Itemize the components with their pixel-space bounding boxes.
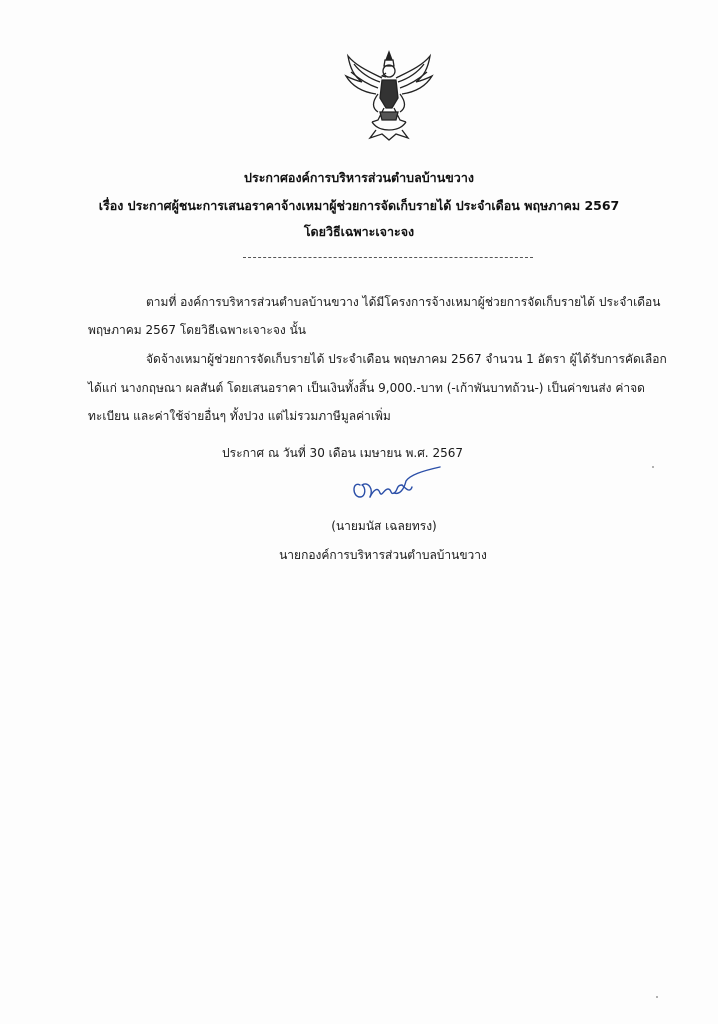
signer-title: นายกองค์การบริหารส่วนตำบลบ้านขวาง <box>279 548 487 562</box>
garuda-emblem-icon <box>342 50 436 142</box>
heading-line-1: ประกาศองค์การบริหารส่วนตำบลบ้านขวาง <box>244 170 474 185</box>
paragraph-2-line-2: ได้แก่ นางกฤษณา ผลสันต์ โดยเสนอราคา เป็นเงินทั้งสิ้น 9,000.-บาท (-เก้าพันบาทถ้วน-) เป็นค่าขนส่ง ค่าจด <box>88 381 645 395</box>
announcement-date: ประกาศ ณ วันที่ 30 เดือน เมษายน พ.ศ. 2567 <box>222 446 463 460</box>
paragraph-1-line-1: ตามที่ องค์การบริหารส่วนตำบลบ้านขวาง ได้มีโครงการจ้างเหมาผู้ช่วยการจัดเก็บรายได้ ประจำเดือน <box>146 295 661 309</box>
scan-speck <box>656 996 658 998</box>
signer-name: (นายมนัส เฉลยทรง) <box>331 519 437 533</box>
paragraph-1-line-2: พฤษภาคม 2567 โดยวิธีเฉพาะเจาะจง นั้น <box>88 323 306 337</box>
heading-line-2: เรื่อง ประกาศผู้ชนะการเสนอราคาจ้างเหมาผู้ช่วยการจัดเก็บรายได้ ประจำเดือน พฤษภาคม 2567 <box>98 198 620 213</box>
dashed-divider <box>243 257 533 258</box>
scan-speck <box>652 466 654 468</box>
paragraph-2-line-3: ทะเบียน และค่าใช้จ่ายอื่นๆ ทั้งปวง แต่ไม่รวมภาษีมูลค่าเพิ่ม <box>88 409 391 423</box>
handwritten-signature-icon <box>348 463 444 507</box>
paragraph-2-line-1: จัดจ้างเหมาผู้ช่วยการจัดเก็บรายได้ ประจำเดือน พฤษภาคม 2567 จำนวน 1 อัตรา ผู้ได้รับการคัดเลือก <box>146 352 667 366</box>
heading-line-3: โดยวิธีเฉพาะเจาะจง <box>303 224 415 239</box>
